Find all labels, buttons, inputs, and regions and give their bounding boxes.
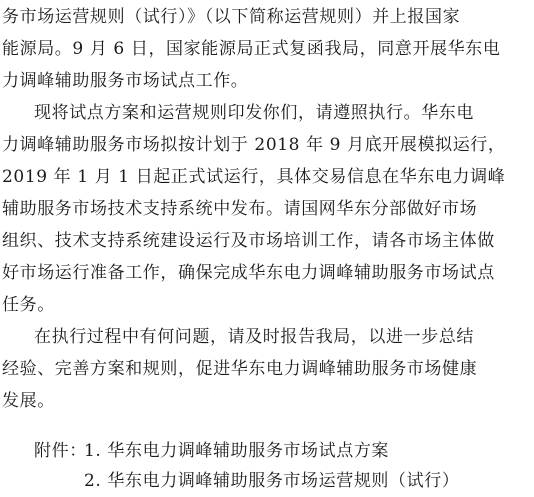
paragraph-2-line-1: 现将试点方案和运营规则印发你们，请遵照执行。华东电 xyxy=(34,103,474,123)
paragraph-2-line-2: 力调峰辅助服务市场拟按计划于 2018 年 9 月底开展模拟运行， xyxy=(2,135,506,155)
paragraph-3-line-1: 在执行过程中有何问题，请及时报告我局，以进一步总结 xyxy=(34,327,474,347)
paragraph-3-line-2: 经验、完善方案和规则，促进华东电力调峰辅助服务市场健康 xyxy=(2,359,478,379)
paragraph-1-line-2: 能源局。9 月 6 日，国家能源局正式复函我局，同意开展华东电 xyxy=(2,39,501,59)
paragraph-2-line-5: 组织、技术支持系统建设运行及市场培训工作，请各市场主体做 xyxy=(2,231,495,251)
paragraph-2-line-3: 2019 年 1 月 1 日起正式试运行，具体交易信息在华东电力调峰 xyxy=(2,167,506,187)
paragraph-2-line-6: 好市场运行准备工作，确保完成华东电力调峰辅助服务市场试点 xyxy=(2,263,495,283)
attachments-label: 附件： xyxy=(34,441,87,461)
paragraph-1-line-3: 力调峰辅助服务市场试点工作。 xyxy=(2,71,249,91)
attachment-item-2: 2. 华东电力调峰辅助服务市场运营规则（试行） xyxy=(84,471,460,491)
paragraph-2-line-7: 任务。 xyxy=(2,295,55,315)
paragraph-1-line-1: 务市场运营规则（试行）》（以下简称运营规则）并上报国家 xyxy=(2,7,461,27)
paragraph-2-line-4: 辅助服务市场技术支持系统中发布。请国网华东分部做好市场 xyxy=(2,199,478,219)
paragraph-3-line-3: 发展。 xyxy=(2,391,55,411)
attachment-item-1: 1. 华东电力调峰辅助服务市场试点方案 xyxy=(84,441,390,461)
